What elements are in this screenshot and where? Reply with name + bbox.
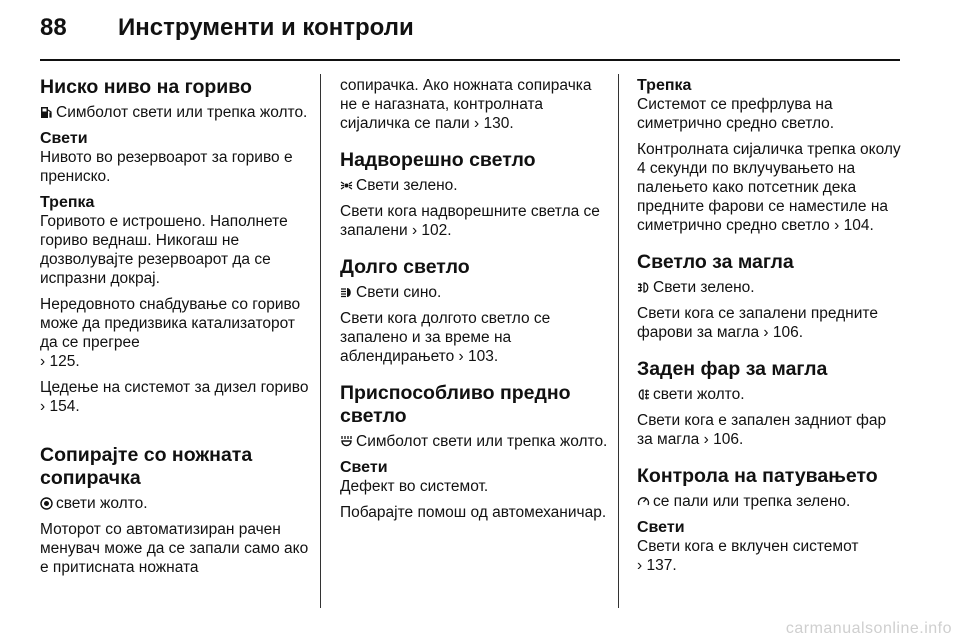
front-fog-light-icon (637, 281, 650, 294)
column-3 (637, 76, 905, 591)
paragraph: Контролната сијаличка трепка околу 4 секунди по вклучувањето на палењето како потсетник дека предните фарови се наместиле на симетрично средно светло (637, 141, 901, 234)
watermark: carmanualsonline.info (785, 620, 952, 637)
subheading-trepka: Трепка (637, 77, 692, 94)
paragraph: Симболот свети или трепка жолто. (356, 433, 608, 450)
page-ref-arrow-icon: › (474, 115, 480, 132)
section-title: Ниско ниво на гориво (40, 76, 252, 98)
page-reference[interactable]: 104. (843, 217, 874, 234)
parking-light-icon (340, 179, 353, 192)
column-1 (40, 76, 310, 593)
fuel-pump-icon (40, 106, 53, 119)
paragraph: Свети кога е вклучен системот (637, 538, 859, 555)
paragraph: Свети зелено. (356, 177, 458, 194)
page-ref-arrow-icon: › (40, 398, 46, 415)
foot-brake-icon (40, 497, 53, 510)
paragraph: Побарајте помош од автомеханичар. (340, 504, 607, 521)
paragraph: Свети сино. (356, 284, 442, 301)
paragraph: Симболот свети или трепка жолто. (56, 104, 308, 121)
adaptive-light-icon (340, 435, 353, 448)
paragraph: Моторот со автоматизиран рачен менувач може да се запали само ако е притисната ножната (40, 521, 309, 576)
subheading-sveti: Свети (637, 519, 685, 536)
page-reference[interactable]: 102. (421, 222, 452, 239)
page-ref-arrow-icon: › (763, 324, 769, 341)
section-title: Надворешно светло (340, 149, 536, 171)
page-ref-arrow-icon: › (411, 222, 418, 239)
page-title: Инструменти и контроли (118, 14, 414, 41)
column-2 (340, 76, 610, 538)
page-reference[interactable]: 130. (483, 115, 514, 132)
rear-fog-light-icon (637, 388, 650, 401)
subheading-sveti: Свети (40, 130, 88, 147)
page-reference[interactable]: 106. (713, 431, 744, 448)
subheading-trepka: Трепка (40, 194, 95, 211)
paragraph: Системот се префрлува на симетрично средно светло. (637, 96, 835, 132)
paragraph: Нередовното снабдување со гориво може да предизвика катализаторот да се прегрее (40, 296, 301, 351)
high-beam-icon (340, 286, 353, 299)
paragraph: Свети кога надворешните светла се запалени (340, 203, 600, 239)
page-reference[interactable]: 137. (646, 557, 677, 574)
paragraph: Дефект во системот. (340, 478, 489, 495)
page-ref-arrow-icon: › (703, 431, 709, 448)
page-reference[interactable]: 106. (772, 324, 804, 341)
section-adaptive-headlight (340, 382, 610, 522)
page-number: 88 (40, 14, 67, 41)
header-rule (40, 59, 900, 61)
paragraph: Свети кога долгото светло се запалено и за време на аблендирањето (340, 310, 551, 365)
section-high-beam (340, 256, 610, 366)
section-title: Контрола на патувањето (637, 465, 878, 487)
page-ref-arrow-icon: › (40, 353, 46, 370)
section-title: Приспособливо предно светло (340, 382, 571, 427)
paragraph: Нивото во резервоарот за гориво е прениско. (40, 149, 293, 185)
cruise-control-icon (637, 495, 650, 508)
section-title: Долго светло (340, 256, 470, 278)
page-header (0, 0, 960, 60)
paragraph: Цедење на системот за дизел гориво (40, 379, 309, 396)
page-ref-arrow-icon: › (637, 557, 643, 574)
section-cruise-control (637, 465, 905, 575)
page-reference[interactable]: 154. (49, 398, 80, 415)
paragraph: се пали или трепка зелено. (653, 493, 851, 510)
paragraph: Горивото е истрошено. Наполнете гориво веднаш. Никогаш не дозволувајте резервоарот да се испразни докрај. (40, 213, 288, 287)
section-title: Заден фар за магла (637, 358, 828, 380)
page-reference[interactable]: 103. (468, 348, 499, 365)
page-reference[interactable]: 125. (49, 353, 80, 370)
paragraph: Свети зелено. (653, 279, 755, 296)
section-exterior-light (340, 149, 610, 240)
page-ref-arrow-icon: › (834, 217, 840, 234)
column-divider-2 (618, 74, 619, 608)
section-rear-fog-light (637, 358, 905, 449)
paragraph: Свети кога се запалени предните фарови за магла (637, 305, 878, 341)
paragraph: свети жолто. (56, 495, 148, 512)
section-title: Светло за магла (637, 251, 794, 273)
section-fog-light (637, 251, 905, 342)
paragraph: Свети кога е запален задниот фар за магла (637, 412, 887, 448)
section-press-brake (40, 444, 310, 577)
section-low-fuel (40, 76, 310, 416)
page-ref-arrow-icon: › (458, 348, 464, 365)
subheading-sveti: Свети (340, 459, 388, 476)
section-title: Сопирајте со ножната сопирачка (40, 444, 253, 489)
paragraph: сопирачка. Ако ножната сопирачка не е нагазната, контролната сијаличка се пали (340, 77, 592, 132)
paragraph: свети жолто. (653, 386, 745, 403)
column-divider-1 (320, 74, 321, 608)
